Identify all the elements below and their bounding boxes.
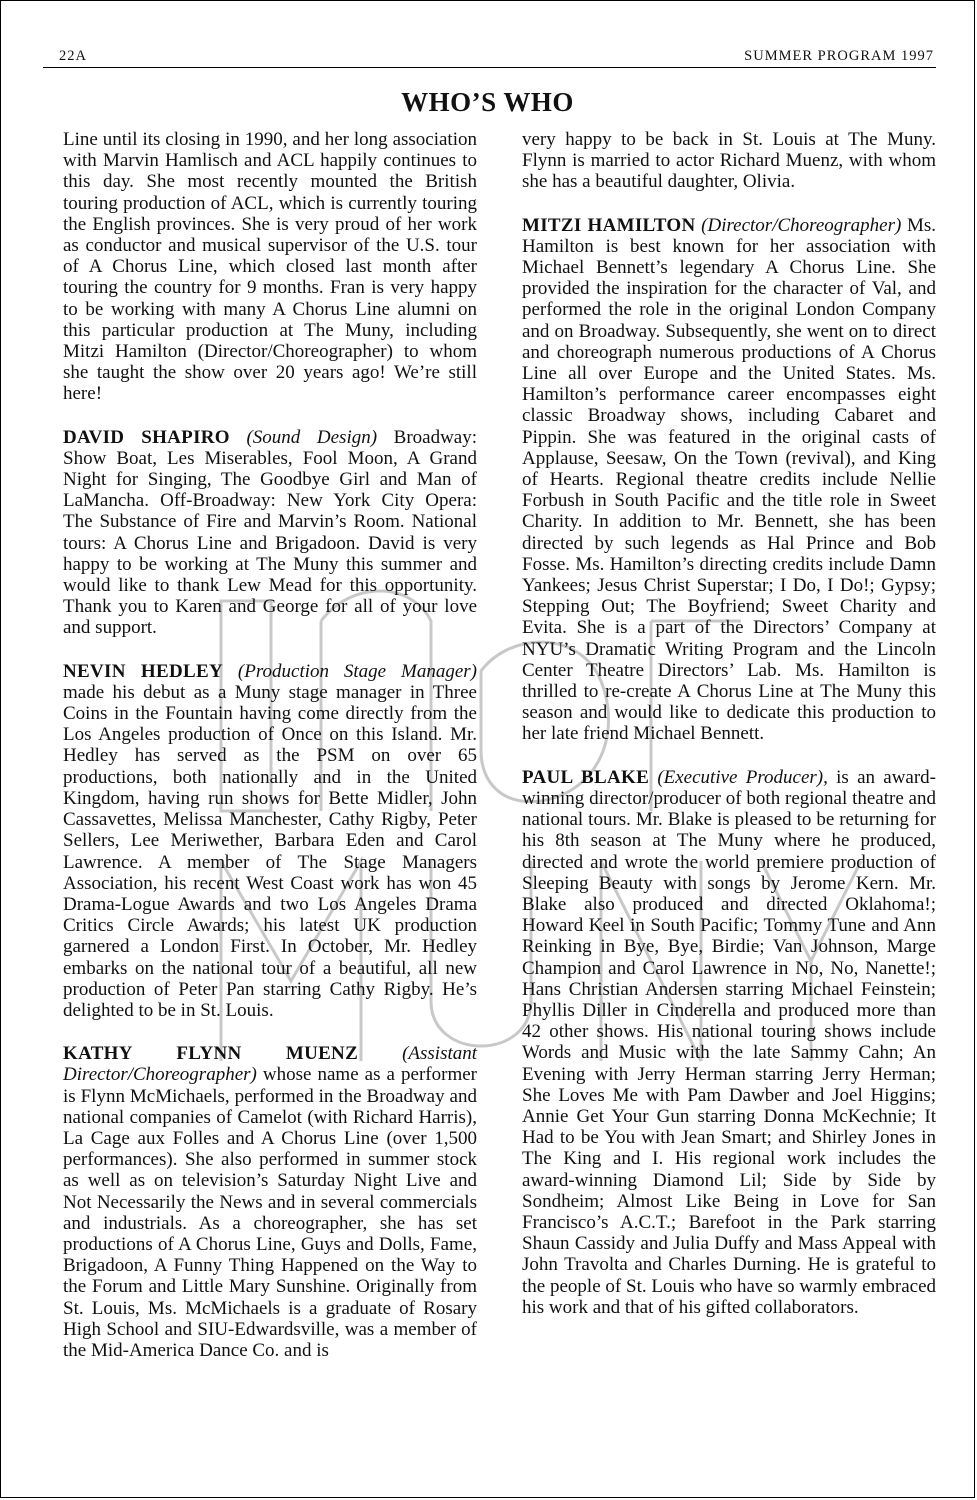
bio-entry [63, 427, 477, 639]
bio-role: (Assistant Director/Choreographer) [63, 1043, 478, 1086]
bio-entry [63, 1043, 477, 1361]
bio-text: made his debut as a Muny stage manager in Three Coins in the Fountain having come directly from the Los Angeles production of Once on this Island. Mr. Hedley has served as the PSM on over 65 productions, both nationally and in the United Kingdom, having run shows for Bette Midler, John Cassavettes, Melissa Manchester, Cathy Rigby, Peter Sellers, Lee Meriwether, Barbara Eden and Carol Lawrence. A member of The Stage Managers Association, his recent West Coast work has won 45 Drama-Logue Awards and two Los Angeles Drama Critics Circle Awards; his latest UK production garnered a London First. In October, Mr. Hedley embarks on the national tour of a beautiful, all new production of Peter Pan starring Cathy Rigby. He’s delighted to be in St. Louis. [63, 681, 477, 1021]
right-column [522, 129, 936, 1340]
bio-role: (Executive Producer), [657, 766, 828, 788]
program-label: SUMMER PROGRAM 1997 [744, 48, 934, 64]
bio-text: whose name as a performer is Flynn McMichaels, performed in the Broadway and national companies of Camelot (with Richard Harris), La Cage aux Folles and A Chorus Line (over 1,500 performances). She also performed in summer stock as well as on television’s Saturday Night Live and Not Necessarily the News and in several commercials and industrials. As a choreographer, she has set productions of A Chorus Line, Guys and Dolls, Fame, Brigadoon, A Funny Thing Happened on the Way to the Forum and Little Mary Sunshine. Originally from St. Louis, Ms. McMichaels is a graduate of Rosary High School and SIU-Edwardsville, was a member of the Mid-America Dance Co. and is [63, 1064, 477, 1361]
bio-role: (Sound Design) [246, 426, 378, 448]
page-title: WHO’S WHO [401, 87, 574, 117]
bio-name: KATHY FLYNN MUENZ [63, 1043, 359, 1065]
bio-entry [63, 661, 477, 1021]
bio-role: (Production Stage Manager) [237, 660, 478, 682]
bio-name: NEVIN HEDLEY [63, 660, 223, 682]
bio-name: MITZI HAMILTON [522, 214, 696, 236]
kathy-flynn-muenz-bio-continued: very happy to be back in St. Louis at The Muny. Flynn is married to actor Richard Muenz, with whom she has a beautiful daughter, Olivia. [522, 129, 936, 193]
page-header [43, 45, 936, 68]
bio-text: Ms. Hamilton is best known for her association with Michael Bennett’s legendary A Chorus Line. She provided the inspiration for the character of Val, and performed the role in the original London Company and on Broadway. Subsequently, she went on to direct and choreograph numerous productions of A Chorus Line all over Europe and the United States. Ms. Hamilton’s performance career encompasses eight classic Broadway shows, including Cabaret and Pippin. She was featured in the original casts of Applause, Seesaw, On the Town (revival), and King of Hearts. Regional theatre credits include Nellie Forbush in South Pacific and the title role in Sweet Charity. In addition to Mr. Bennett, she has been directed by such legends as Hal Prince and Bob Fosse. Ms. Hamilton’s directing credits include Damn Yankees; Jesus Christ Superstar; I Do, I Do!; Gypsy; Stepping Out; The Boyfriend; Sweet Charity and Evita. She is a part of the Directors’ Company at NYU’s Dramatic Writing Program and the Lincoln Center Theatre Directors’ Lab. Ms. Hamilton is thrilled to re-create A Chorus Line at The Muny this season and would like to dedicate this production to her late friend Michael Bennett. [522, 214, 937, 745]
page-number: 22A [59, 48, 87, 64]
left-column [63, 129, 477, 1383]
bio-name: PAUL BLAKE [522, 766, 650, 788]
bio-role: (Director/Choreographer) [701, 214, 902, 236]
bio-entry [522, 767, 936, 1318]
fran-liebergall-bio-continued: Line until its closing in 1990, and her long association with Marvin Hamlisch and ACL happily continues to this day. She most recently mounted the British touring production of ACL, which is currently touring the English provinces. She is very proud of her work as conductor and musical supervisor of the U.S. tour of A Chorus Line, which closed last month after touring the country for 9 months. Fran is very happy to be working with many A Chorus Line alumni on this particular production at The Muny, including Mitzi Hamilton (Director/Choreographer) to whom she taught the show over 20 years ago! We’re still here! [63, 129, 477, 405]
bio-name: DAVID SHAPIRO [63, 426, 230, 448]
bio-text: is an award-winning director/producer of both regional theatre and national tours. Mr. Blake is pleased to be returning for his 8th season at The Muny where he produced, directed and wrote the world premiere production of Sleeping Beauty with songs by Jerome Kern. Mr. Blake also produced and directed Oklahoma!; Howard Keel in South Pacific; Tommy Tune and Ann Reinking in Bye, Bye, Birdie; Van Johnson, Marge Champion and Carol Lawrence in No, No, Nanette!; Hans Christian Andersen starring Michael Feinstein; Phyllis Diller in Cinderella and produced more than 42 other shows. His national touring shows include Words and Music with the late Sammy Cahn; An Evening with Jerry Herman starring Jerry Herman; She Loves Me with Pam Dawber and Joel Higgins; Annie Get Your Gun starring Donna McKechnie; It Had to be You with Jean Smart; and Shirley Jones in The King and I. His regional work includes the award-winning Diamond Lil; Side by Side by Sondheim; Almost Like Being in Love for San Francisco’s A.C.T.; Barefoot in the Park starring Shaun Cassidy and Julia Duffy and Mass Appeal with John Travolta and Charles Durning. He is grateful to the people of St. Louis who have so warmly embraced his work and that of his gifted collaborators. [522, 766, 937, 1318]
bio-entry [522, 215, 936, 745]
bio-text: Broadway: Show Boat, Les Miserables, Fool Moon, A Grand Night for Singing, The Goodbye Girl and Man of LaMancha. Off-Broadway: New York City Opera: The Substance of Fire and Marvin’s Room. National tours: A Chorus Line and Brigadoon. David is very happy to be working at The Muny this summer and would like to thank Lew Mead for this opportunity. Thank you to Karen and George for all of your love and support. [63, 426, 478, 639]
